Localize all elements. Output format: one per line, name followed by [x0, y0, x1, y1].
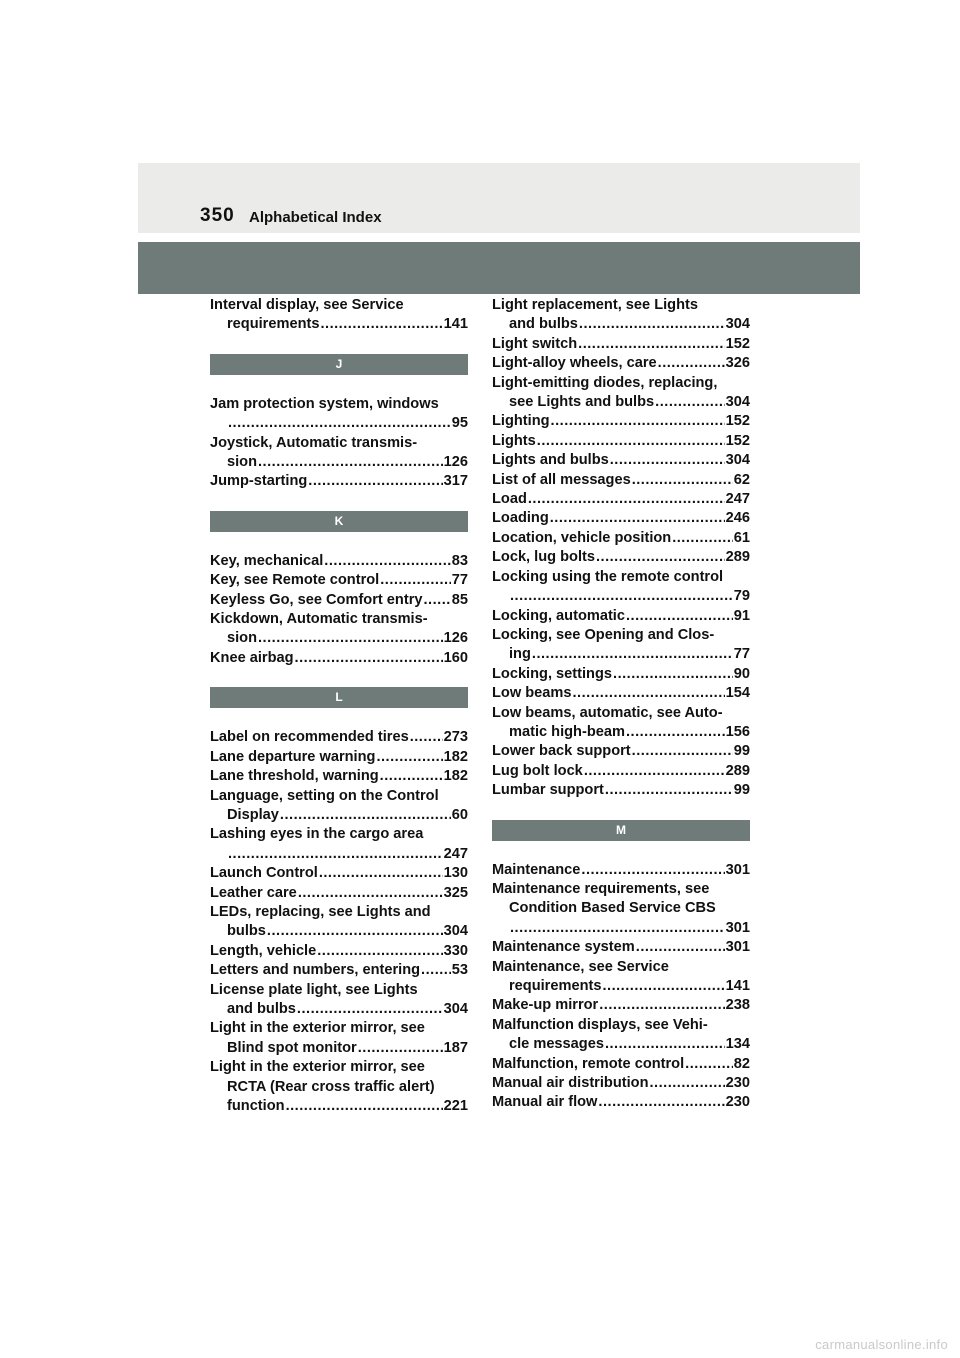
entry-text: cle messages	[509, 1036, 604, 1053]
page-reference: 79	[733, 588, 750, 605]
page-reference: 289	[725, 549, 750, 566]
page-reference: 304	[725, 394, 750, 411]
dot-leader	[551, 412, 725, 431]
page-reference: 99	[733, 743, 750, 760]
page-reference: 182	[443, 748, 468, 765]
entry-text: Length, vehicle	[210, 942, 317, 959]
entry-text: Letters and numbers, entering	[210, 962, 421, 979]
dot-leader	[636, 938, 725, 957]
entry-text: Key, see Remote control	[210, 572, 380, 589]
page-reference: 326	[725, 355, 750, 372]
index-entry	[492, 412, 750, 431]
index-entry	[210, 591, 468, 610]
dot-leader	[286, 1097, 443, 1116]
entry-text: LEDs, replacing, see Lights and	[210, 903, 431, 920]
page-reference: 317	[443, 473, 468, 490]
entry-text: Locking using the remote control	[492, 568, 724, 585]
title-bar	[138, 242, 860, 294]
dot-leader	[410, 728, 443, 747]
entry-text: Key, mechanical	[210, 552, 324, 569]
index-entry	[210, 610, 468, 649]
dot-leader	[626, 607, 733, 626]
dot-leader	[602, 977, 724, 996]
index-entry	[210, 884, 468, 903]
entry-text: Kickdown, Automatic transmis-	[210, 611, 428, 628]
page-reference: 156	[725, 723, 750, 740]
index-entry	[492, 529, 750, 548]
dot-leader	[599, 996, 724, 1015]
dot-leader	[655, 393, 724, 412]
page-reference: 289	[725, 762, 750, 779]
index-entry	[492, 374, 750, 413]
index-entry	[210, 434, 468, 473]
page-reference: 91	[733, 607, 750, 624]
entry-text: Label on recommended tires	[210, 729, 409, 746]
dot-leader	[658, 354, 725, 373]
index-entry	[492, 296, 750, 335]
page-number: 350	[200, 205, 235, 226]
entry-text: Blind spot monitor	[227, 1039, 357, 1056]
entry-text: Lumbar support	[492, 782, 604, 799]
dot-leader	[672, 529, 733, 548]
page-reference: 130	[443, 865, 468, 882]
entry-text: Manual air distribution	[492, 1075, 649, 1092]
entry-text: Lighting	[492, 413, 550, 430]
page-reference: 221	[443, 1098, 468, 1114]
entry-text: Condition Based Service CBS	[509, 900, 716, 917]
index-entry	[492, 704, 750, 743]
dot-leader	[298, 884, 443, 903]
index-entry	[210, 649, 468, 668]
entry-text: Manual air flow	[492, 1094, 598, 1111]
letter-heading: M	[492, 820, 750, 841]
page-reference: 247	[725, 491, 750, 508]
index-entry	[210, 552, 468, 571]
page-reference: 141	[443, 316, 468, 333]
entry-text: Maintenance	[492, 861, 581, 878]
entry-text: Maintenance requirements, see	[492, 880, 710, 897]
entry-text: Joystick, Automatic transmis-	[210, 434, 418, 451]
letter-heading: L	[210, 687, 468, 708]
entry-text: bulbs	[227, 923, 266, 940]
entry-text: Maintenance, see Service	[492, 958, 669, 975]
page-reference: 301	[725, 919, 750, 936]
letter-heading: K	[210, 511, 468, 532]
entry-text: Lashing eyes in the cargo area	[210, 826, 424, 843]
entry-text: see Lights and bulbs	[509, 394, 655, 411]
entry-text: Light in the exterior mirror, see	[210, 1020, 425, 1037]
page-reference: 154	[725, 685, 750, 702]
index-entry	[492, 432, 750, 451]
dot-leader	[510, 919, 725, 938]
index-entry	[210, 787, 468, 826]
index-entry	[492, 996, 750, 1015]
dot-leader	[528, 490, 725, 509]
page-reference: 77	[451, 572, 468, 589]
entry-text: List of all messages	[492, 471, 631, 488]
dot-leader	[317, 942, 442, 961]
dot-leader	[550, 509, 725, 528]
dot-leader	[510, 587, 733, 606]
dot-leader	[376, 748, 442, 767]
index-entry	[492, 1074, 750, 1093]
entry-text: RCTA (Rear cross traffic alert)	[227, 1078, 435, 1095]
page-reference: 90	[733, 665, 750, 682]
entry-text: Lock, lug bolts	[492, 549, 595, 566]
page-reference: 77	[733, 646, 750, 663]
page-reference: 304	[443, 1000, 468, 1017]
index-entry	[210, 296, 468, 335]
entry-text: Leather care	[210, 884, 297, 901]
index-entry	[210, 961, 468, 980]
index-entry	[492, 354, 750, 373]
footer-watermark: carmanualsonline.info	[815, 1337, 948, 1352]
entry-text: Keyless Go, see Comfort entry	[210, 591, 423, 608]
entry-text: Locking, see Opening and Clos-	[492, 626, 715, 643]
page-reference: 85	[451, 591, 468, 608]
page-reference: 141	[725, 978, 750, 994]
page-reference: 301	[725, 861, 750, 878]
dot-leader	[258, 453, 443, 472]
entry-text: and bulbs	[509, 316, 578, 333]
dot-leader	[605, 1035, 725, 1054]
page-reference: 62	[733, 471, 750, 488]
index-entry	[492, 490, 750, 509]
entry-text: Lower back support	[492, 743, 631, 760]
entry-text: Lane threshold, warning	[210, 768, 379, 785]
index-entry	[210, 472, 468, 491]
entry-text: Light-alloy wheels, care	[492, 355, 657, 372]
page-reference: 126	[443, 630, 468, 647]
dot-leader	[578, 335, 725, 354]
dot-leader	[605, 781, 733, 800]
dot-leader	[610, 451, 725, 470]
page-reference: 230	[725, 1075, 750, 1092]
entry-text: Language, setting on the Control	[210, 787, 439, 804]
index-entry	[492, 548, 750, 567]
page-reference: 325	[443, 884, 468, 901]
entry-text: Location, vehicle position	[492, 529, 672, 546]
index-entry	[492, 958, 750, 997]
index-entry	[210, 748, 468, 767]
dot-leader	[228, 845, 443, 864]
page-reference: 126	[443, 454, 468, 471]
letter-heading: J	[210, 354, 468, 375]
dot-leader	[280, 806, 451, 825]
dot-leader	[626, 723, 725, 742]
index-entry	[210, 903, 468, 942]
dot-leader	[424, 591, 451, 610]
page-reference: 152	[725, 432, 750, 449]
dot-leader	[319, 864, 443, 883]
entry-text: Malfunction, remote control	[492, 1055, 685, 1072]
entry-text: Light-emitting diodes, replacing,	[492, 374, 718, 391]
page-reference: 99	[733, 782, 750, 799]
dot-leader	[297, 1000, 443, 1019]
dot-leader	[324, 552, 450, 571]
dot-leader	[579, 315, 725, 334]
page-reference: 160	[443, 649, 468, 666]
entry-text: Light switch	[492, 335, 578, 352]
index-entry	[210, 981, 468, 1020]
dot-leader	[358, 1039, 443, 1058]
page-reference: 152	[725, 335, 750, 352]
entry-text: Lane departure warning	[210, 748, 376, 765]
dot-leader	[258, 629, 443, 648]
index-entry	[210, 395, 468, 434]
dot-leader	[632, 471, 733, 490]
dot-leader	[572, 684, 724, 703]
index-entry	[210, 1058, 468, 1116]
entry-text: Loading	[492, 510, 549, 527]
index-entry	[492, 607, 750, 626]
entry-text: matic high-beam	[509, 723, 625, 740]
index-entry	[492, 1016, 750, 1055]
index-entry	[492, 1093, 750, 1112]
index-entry	[492, 861, 750, 880]
dot-leader	[295, 649, 443, 668]
dot-leader	[267, 922, 443, 941]
index-entry	[492, 762, 750, 781]
index-column-right	[492, 296, 750, 1113]
index-entry	[492, 880, 750, 938]
page-reference: 230	[725, 1094, 750, 1111]
index-entry	[492, 684, 750, 703]
dot-leader	[584, 762, 725, 781]
entry-text: requirements	[227, 316, 320, 333]
entry-text: License plate light, see Lights	[210, 981, 418, 998]
section-title: Alphabetical Index	[249, 209, 382, 226]
dot-leader	[380, 767, 443, 786]
page-reference: 83	[451, 552, 468, 569]
index-entry	[210, 1019, 468, 1058]
index-entry	[210, 571, 468, 590]
index-entry	[492, 626, 750, 665]
page-reference: 82	[733, 1055, 750, 1072]
page-reference: 301	[725, 939, 750, 956]
entry-text: Malfunction displays, see Vehi-	[492, 1016, 708, 1033]
entry-text: Lights and bulbs	[492, 452, 609, 469]
index-entry	[492, 938, 750, 957]
index-entry	[210, 767, 468, 786]
dot-leader	[581, 861, 724, 880]
index-entry	[492, 451, 750, 470]
entry-text: Make-up mirror	[492, 997, 599, 1014]
index-entry	[492, 509, 750, 528]
page-reference: 238	[725, 997, 750, 1014]
dot-leader	[421, 961, 451, 980]
entry-text: and bulbs	[227, 1000, 296, 1017]
page-reference: 273	[443, 729, 468, 746]
index-entry	[210, 728, 468, 747]
dot-leader	[228, 414, 451, 433]
entry-text: Lug bolt lock	[492, 762, 583, 779]
page-reference: 330	[443, 942, 468, 959]
dot-leader	[649, 1074, 724, 1093]
index-entry	[492, 665, 750, 684]
entry-text: Knee airbag	[210, 649, 294, 666]
page-reference: 247	[443, 845, 468, 862]
index-column-left	[210, 296, 468, 1116]
index-entry	[210, 864, 468, 883]
entry-text: Light replacement, see Lights	[492, 297, 698, 313]
page-reference: 304	[725, 316, 750, 333]
dot-leader	[380, 571, 451, 590]
page-reference: 60	[451, 806, 468, 823]
header-band	[138, 163, 860, 233]
page-reference: 304	[443, 923, 468, 940]
entry-text: Maintenance system	[492, 939, 635, 956]
entry-text: Lights	[492, 432, 536, 449]
entry-text: Light in the exterior mirror, see	[210, 1059, 425, 1076]
page-reference: 134	[725, 1036, 750, 1053]
dot-leader	[532, 645, 733, 664]
dot-leader	[596, 548, 725, 567]
page-reference: 95	[451, 415, 468, 432]
entry-text: Launch Control	[210, 865, 318, 882]
index-entry	[492, 781, 750, 800]
index-entry	[210, 825, 468, 864]
index-entry	[492, 335, 750, 354]
page-reference: 304	[725, 452, 750, 469]
index-entry	[210, 942, 468, 961]
entry-text: ing	[509, 646, 531, 663]
entry-text: Display	[227, 806, 279, 823]
entry-text: Low beams, automatic, see Auto-	[492, 704, 723, 721]
dot-leader	[598, 1093, 724, 1112]
index-entry	[492, 1055, 750, 1074]
entry-text: Jump-starting	[210, 473, 308, 490]
index-entry	[492, 471, 750, 490]
entry-text: sion	[227, 454, 257, 471]
entry-text: Locking, settings	[492, 665, 613, 682]
entry-text: requirements	[509, 978, 602, 994]
dot-leader	[685, 1055, 733, 1074]
index-entry	[492, 568, 750, 607]
page-reference: 187	[443, 1039, 468, 1056]
entry-text: Load	[492, 491, 527, 508]
page-reference: 61	[733, 529, 750, 546]
entry-text: Jam protection system, windows	[210, 395, 439, 412]
page-reference: 182	[443, 768, 468, 785]
dot-leader	[320, 315, 442, 334]
page-reference: 53	[451, 962, 468, 979]
index-entry	[492, 742, 750, 761]
entry-text: sion	[227, 630, 257, 647]
entry-text: Low beams	[492, 685, 572, 702]
dot-leader	[613, 665, 733, 684]
page-reference: 246	[725, 510, 750, 527]
dot-leader	[537, 432, 725, 451]
dot-leader	[308, 472, 442, 491]
entry-text: function	[227, 1098, 285, 1114]
entry-text: Interval display, see Service	[210, 297, 404, 313]
dot-leader	[632, 742, 733, 761]
page-reference: 152	[725, 413, 750, 430]
entry-text: Locking, automatic	[492, 607, 625, 624]
